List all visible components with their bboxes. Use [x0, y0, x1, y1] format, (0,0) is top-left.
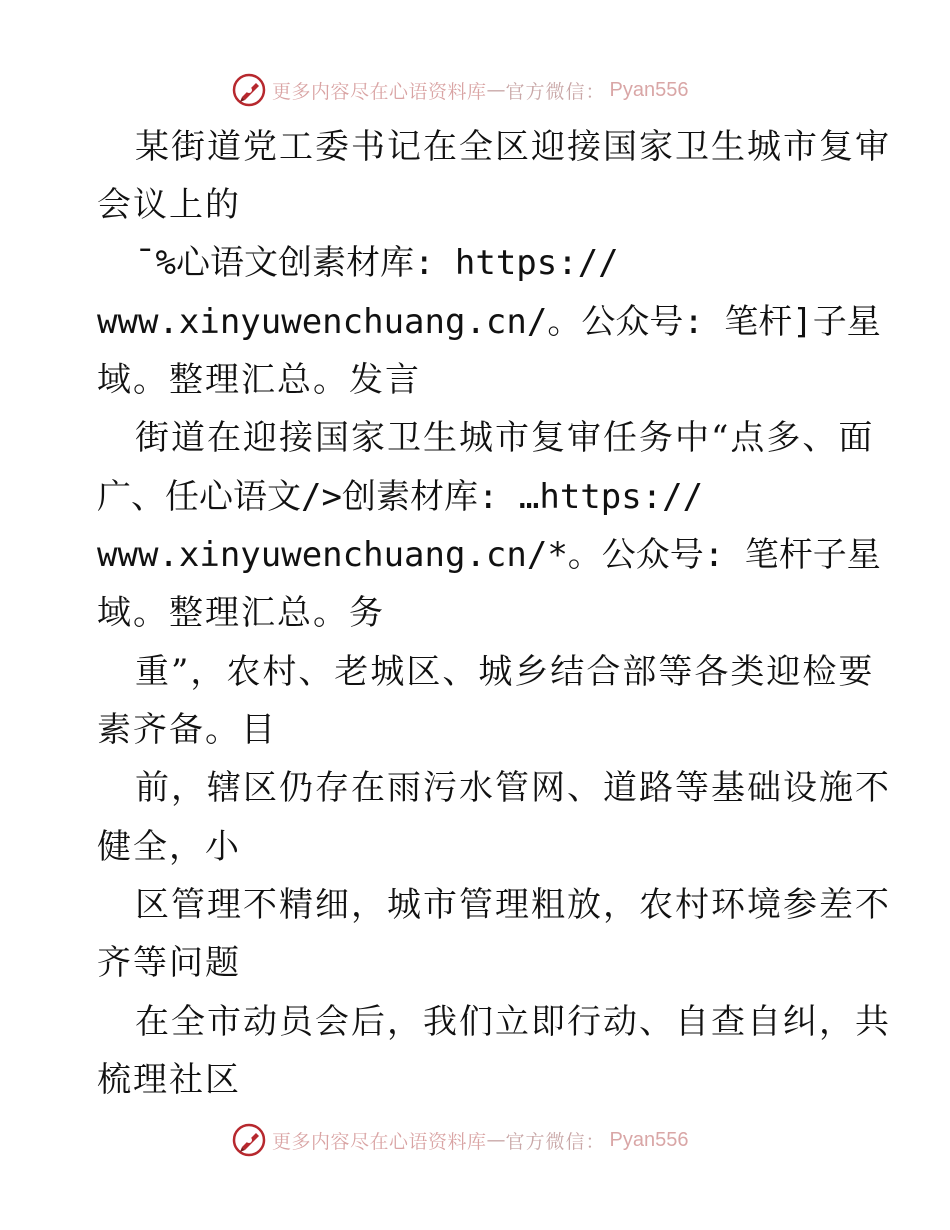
- doc-line: 前，辖区仍存在雨污水管网、道路等基础设施不: [135, 768, 891, 808]
- doc-line: 健全，小: [97, 827, 241, 867]
- doc-line: 广、任心语文/>创素材库: …https://: [97, 477, 704, 517]
- doc-line: www.xinyuwenchuang.cn/*。公众号: 笔杆子星: [97, 535, 881, 575]
- doc-line: 域。整理汇总。发言: [97, 360, 421, 400]
- doc-line: 素齐备。目: [97, 710, 277, 750]
- doc-line: 街道在迎接国家卫生城市复审任务中“点多、面: [135, 418, 875, 458]
- banner-label: 官方微信：: [505, 1130, 606, 1153]
- banner-wechat-id: Pyan556: [609, 78, 689, 101]
- banner-separator: —: [486, 1129, 506, 1151]
- doc-line: ¯%心语文创素材库: https://: [135, 243, 619, 283]
- doc-line: www.xinyuwenchuang.cn/。公众号: 笔杆]子星: [97, 302, 881, 342]
- doc-line: 重”，农村、老城区、城乡结合部等各类迎检要: [135, 652, 875, 692]
- header-banner: [232, 70, 752, 110]
- doc-line: 梳理社区: [97, 1060, 241, 1100]
- banner-separator: —: [486, 79, 506, 101]
- banner-label: 官方微信：: [505, 80, 606, 103]
- doc-line: 某街道党工委书记在全区迎接国家卫生城市复审: [135, 127, 891, 167]
- doc-line: 在全市动员会后，我们立即行动、自查自纠，共: [135, 1002, 891, 1042]
- pen-logo-icon: [232, 1123, 266, 1157]
- doc-line: 域。整理汇总。务: [97, 593, 385, 633]
- doc-line: 区管理不精细，城市管理粗放，农村环境参差不: [135, 885, 891, 925]
- footer-banner: [232, 1120, 752, 1160]
- banner-wechat-id: Pyan556: [609, 1128, 689, 1151]
- pen-logo-icon: [232, 73, 266, 107]
- banner-text: 更多内容尽在心语资料库: [272, 1130, 487, 1153]
- doc-line: 齐等问题: [97, 943, 241, 983]
- banner-text: 更多内容尽在心语资料库: [272, 80, 487, 103]
- doc-line: 会议上的: [97, 185, 241, 225]
